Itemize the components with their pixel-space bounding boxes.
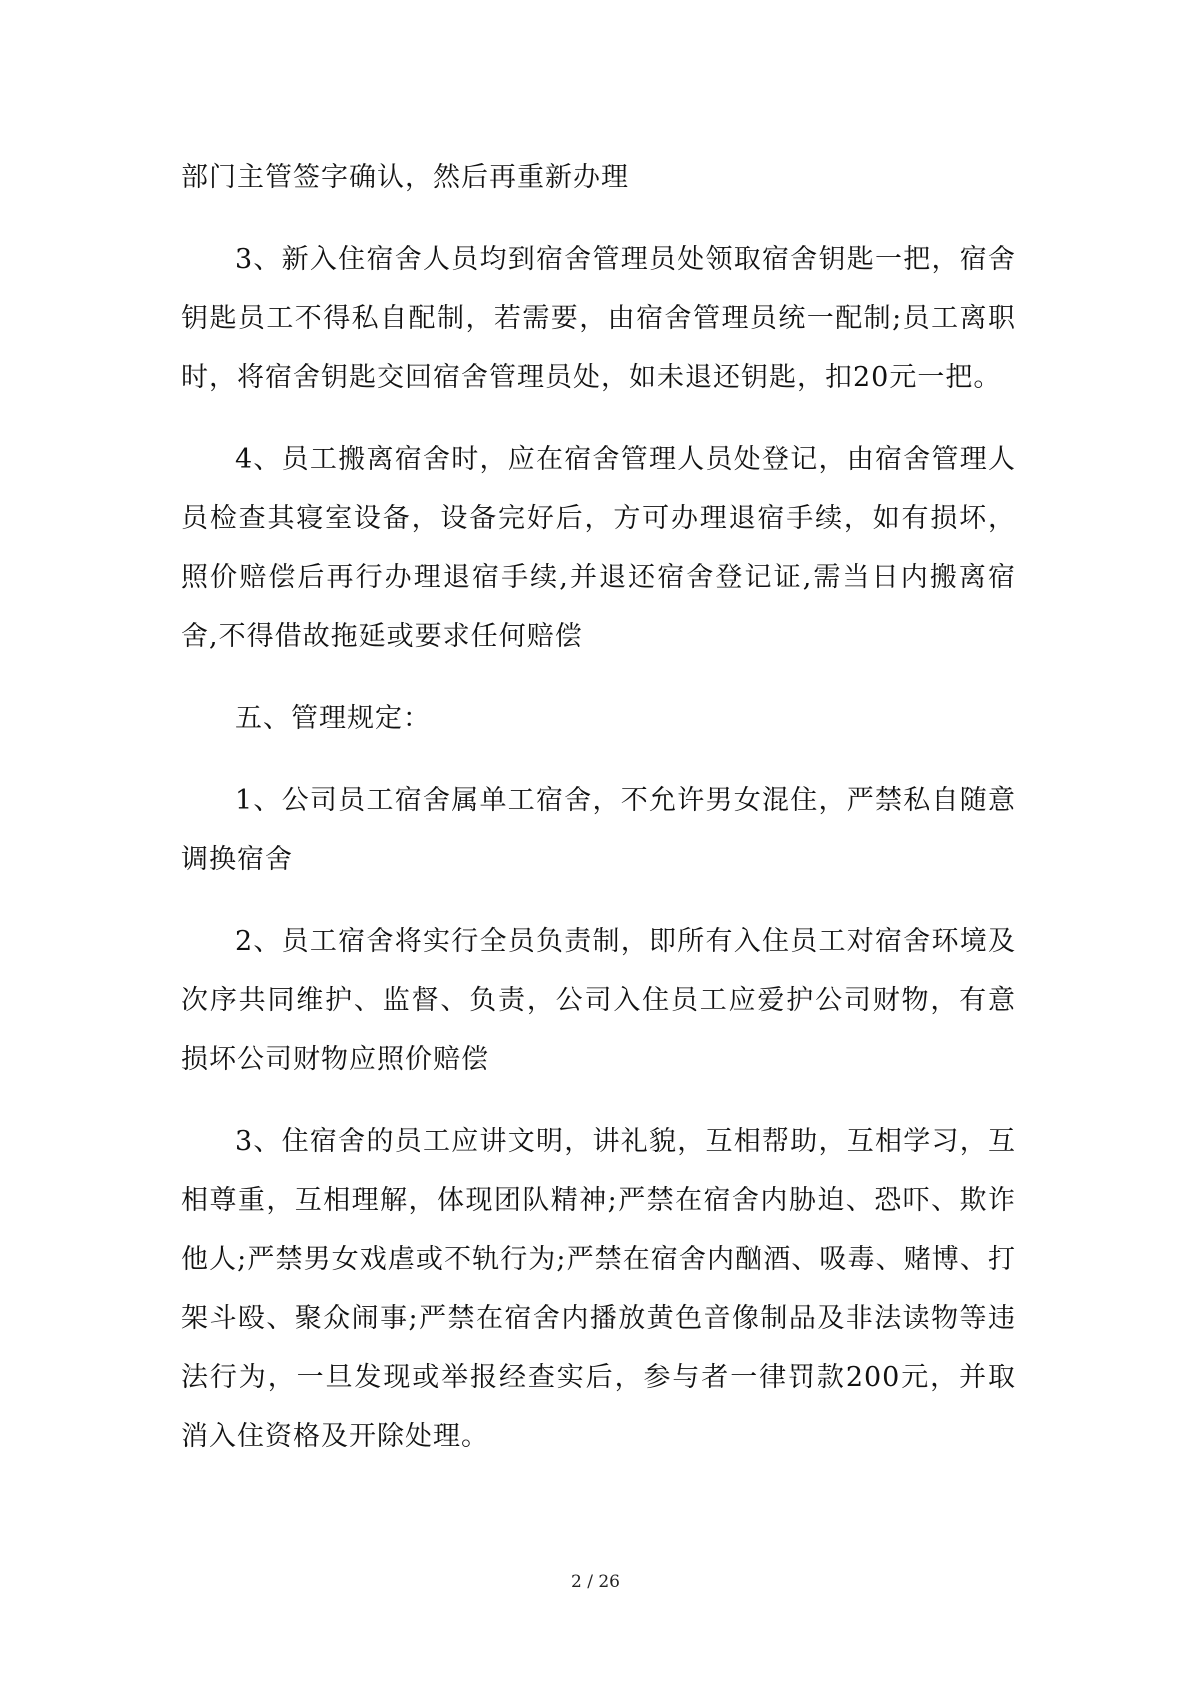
paragraph-key-rules: 3、新入住宿舍人员均到宿舍管理员处领取宿舍钥匙一把，宿舍钥匙员工不得私自配制，若需要，由宿舍管理员统一配制;员工离职时，将宿舍钥匙交回宿舍管理员处，如未退还钥匙，扣20元一把。 (181, 244, 1016, 393)
document-body (181, 148, 1016, 1466)
paragraph-rule-3: 3、住宿舍的员工应讲文明，讲礼貌，互相帮助，互相学习，互相尊重，互相理解，体现团队精神;严禁在宿舍内胁迫、恐吓、欺诈他人;严禁男女戏虐或不轨行为;严禁在宿舍内酗酒、吸毒、赌博、打架斗殴、聚众闹事;严禁在宿舍内播放黄色音像制品及非法读物等违法行为，一旦发现或举报经查实后，参与者一律罚款200元，并取消入住资格及开除处理。 (181, 1126, 1016, 1452)
section-heading-management-rules: 五、管理规定： (235, 703, 431, 734)
paragraph-rule-2: 2、员工宿舍将实行全员负责制，即所有入住员工对宿舍环境及次序共同维护、监督、负责，公司入住员工应爱护公司财物，有意损坏公司财物应照价赔偿 (181, 926, 1016, 1075)
paragraph-continuation: 部门主管签字确认，然后再重新办理 (181, 162, 629, 193)
page-number: 2 / 26 (571, 1572, 620, 1592)
paragraph-rule-1: 1、公司员工宿舍属单工宿舍，不允许男女混住，严禁私自随意调换宿舍 (181, 785, 1016, 875)
paragraph-move-out-rules: 4、员工搬离宿舍时，应在宿舍管理人员处登记，由宿舍管理人员检查其寝室设备，设备完好后，方可办理退宿手续，如有损坏，照价赔偿后再行办理退宿手续,并退还宿舍登记证,需当日内搬离宿舍,不得借故拖延或要求任何赔偿 (181, 444, 1016, 652)
